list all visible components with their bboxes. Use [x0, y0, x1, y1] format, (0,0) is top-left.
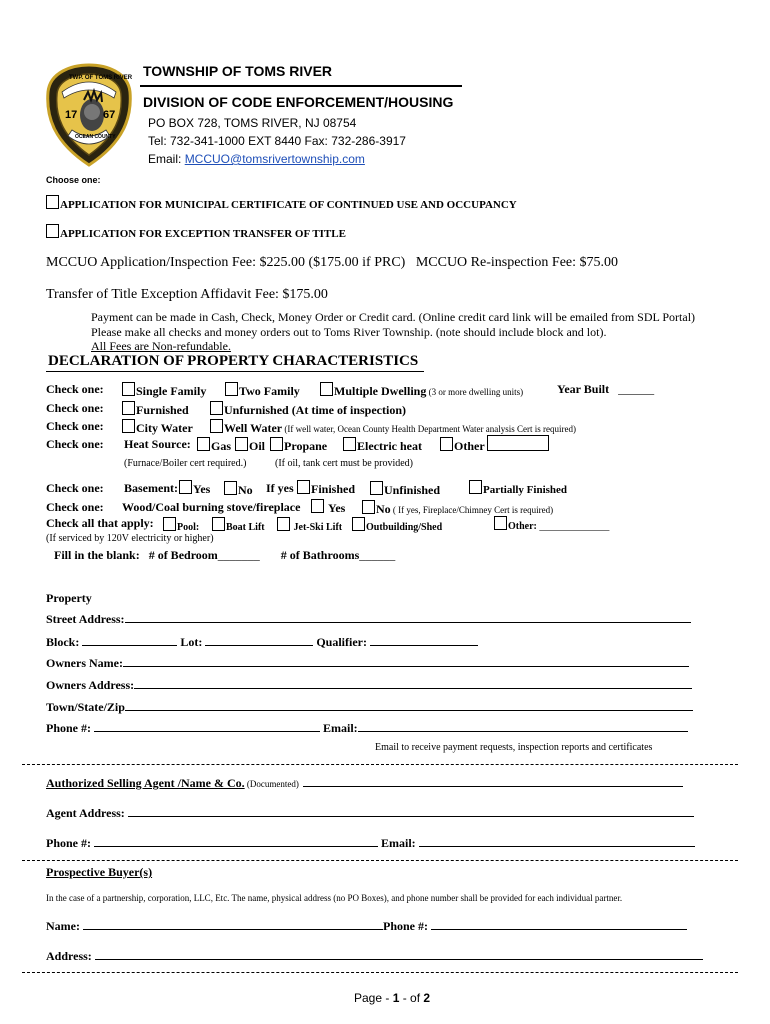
- seal-text-top: TWP. OF TOMS RIVER: [69, 75, 133, 81]
- basement-label: Basement:: [124, 481, 178, 495]
- boat-lift-label: Boat Lift: [226, 522, 265, 533]
- choose-option-certificate[interactable]: [46, 195, 517, 211]
- block-label: Block:: [46, 635, 80, 649]
- qualifier-line[interactable]: [370, 635, 478, 646]
- lot-line[interactable]: [205, 635, 313, 646]
- buyer-heading: Prospective Buyer(s): [46, 865, 153, 879]
- page-pre: Page -: [354, 991, 393, 1005]
- header-title-2: DIVISION OF CODE ENFORCEMENT/HOUSING: [143, 94, 454, 110]
- checkbox-two-family[interactable]: [225, 382, 238, 396]
- checkbox-other-heat[interactable]: [440, 437, 453, 451]
- owners-name-label: Owners Name:: [46, 656, 123, 670]
- checkbox-other-amenity[interactable]: [494, 516, 507, 530]
- street-address-label: Street Address:: [46, 612, 125, 626]
- fill-blank-row: [54, 548, 395, 563]
- buyer-address-field[interactable]: [46, 949, 703, 964]
- owner-email-label: Email:: [323, 721, 358, 735]
- row2-label: Check one:: [46, 401, 104, 415]
- checkbox-propane[interactable]: [270, 437, 283, 451]
- agent-heading-note: (Documented): [244, 779, 299, 789]
- two-family-label: Two Family: [239, 384, 300, 398]
- page-current: 1: [392, 991, 400, 1005]
- row3-label: Check one:: [46, 419, 104, 433]
- fees-line-1: MCCUO Application/Inspection Fee: $225.00 ($175.00 if PRC) MCCUO Re-inspection Fee: $75.00: [46, 255, 619, 270]
- divider-2: [22, 860, 738, 861]
- checkbox-finished[interactable]: [297, 480, 310, 494]
- street-address-field[interactable]: [46, 612, 691, 627]
- owners-name-field[interactable]: [46, 656, 689, 671]
- checkbox-single-family[interactable]: [122, 382, 135, 396]
- option-gas[interactable]: [197, 437, 231, 454]
- other-heat-input[interactable]: [487, 435, 549, 451]
- agent-heading: Authorized Selling Agent /Name & Co.: [46, 776, 245, 790]
- bedroom-blank[interactable]: _______: [217, 548, 260, 562]
- agent-email-line[interactable]: [419, 836, 695, 847]
- basement-no-label: No: [238, 483, 253, 497]
- owner-phone-email-row: [46, 721, 688, 736]
- checkbox-unfinished[interactable]: [370, 481, 383, 495]
- payment-line-1: Payment can be made in Cash, Check, Money Order or Credit card. (Online credit card link will be emailed from SDL Portal): [91, 310, 696, 324]
- bedroom-label: # of Bedroom: [148, 548, 218, 562]
- row6-label: Check one:: [46, 500, 104, 514]
- owners-address-label: Owners Address:: [46, 678, 135, 692]
- declaration-title: DECLARATION OF PROPERTY CHARACTERISTICS: [48, 353, 419, 369]
- header-email-row: [148, 152, 365, 166]
- row1-label: Check one:: [46, 382, 104, 396]
- option-exception-label: APPLICATION FOR EXCEPTION TRANSFER OF TITLE: [60, 228, 346, 240]
- check-all-label: Check all that apply:: [46, 516, 154, 530]
- other-amenity-blank[interactable]: ______________: [539, 521, 610, 532]
- lot-label: Lot:: [180, 635, 203, 649]
- stove-yes-label: Yes: [328, 501, 346, 515]
- partially-finished-label: Partially Finished: [483, 484, 568, 496]
- checkbox-gas[interactable]: [197, 437, 210, 451]
- option-basement-no[interactable]: [224, 481, 253, 498]
- checkbox-partially-finished[interactable]: [469, 480, 482, 494]
- option-single-family[interactable]: [122, 382, 206, 399]
- heat-source-label: Heat Source:: [124, 437, 191, 451]
- row4-label: Check one:: [46, 437, 104, 451]
- well-water-label: Well Water: [224, 421, 283, 435]
- option-outbuilding[interactable]: [352, 517, 442, 533]
- street-address-line[interactable]: [125, 612, 691, 623]
- owner-phone-line[interactable]: [94, 721, 320, 732]
- agent-address-label: Agent Address:: [46, 806, 125, 820]
- checkbox-pool[interactable]: [163, 517, 176, 531]
- buyer-name-label: Name:: [46, 919, 80, 933]
- option-propane[interactable]: [270, 437, 327, 454]
- divider-3: [22, 972, 738, 973]
- stove-no-label: No: [376, 502, 391, 516]
- agent-phone-email-row: [46, 836, 695, 851]
- option-certificate-label: APPLICATION FOR MUNICIPAL CERTIFICATE OF CONTINUED USE AND OCCUPANCY: [60, 199, 517, 211]
- divider-1: [22, 764, 738, 765]
- option-other-amenity[interactable]: [494, 516, 609, 532]
- buyer-name-phone-row: [46, 919, 687, 934]
- multiple-dwelling-note: (3 or more dwelling units): [426, 387, 524, 397]
- header-address: PO BOX 728, TOMS RIVER, NJ 08754: [148, 116, 357, 130]
- buyer-note: In the case of a partnership, corporation, LLC, Etc. The name, physical address (no PO Boxes), and phone number shall be provided for each individual partner.: [46, 893, 623, 903]
- agent-phone-label: Phone #:: [46, 836, 91, 850]
- other-heat-label: Other: [454, 439, 485, 453]
- header-email-link[interactable]: MCCUO@tomsrivertownship.com: [184, 152, 365, 166]
- buyer-address-line[interactable]: [95, 949, 703, 960]
- header-phone: Tel: 732-341-1000 EXT 8440 Fax: 732-286-3917: [148, 134, 406, 148]
- header-rule: [140, 85, 462, 87]
- buyer-name-line[interactable]: [83, 919, 383, 930]
- option-multiple-dwelling[interactable]: [320, 382, 523, 399]
- checkbox-multiple-dwelling[interactable]: [320, 382, 333, 396]
- checkbox-oil[interactable]: [235, 437, 248, 451]
- year-built-field[interactable]: [557, 382, 654, 397]
- stove-label: Wood/Coal burning stove/fireplace: [122, 500, 301, 514]
- buyer-phone-label: Phone #:: [382, 919, 428, 933]
- option-unfinished[interactable]: [370, 481, 440, 498]
- block-lot-row: [46, 635, 478, 650]
- email-note: Email to receive payment requests, inspection reports and certificates: [375, 742, 653, 753]
- checkbox-basement-no[interactable]: [224, 481, 237, 495]
- town-field[interactable]: [46, 700, 693, 715]
- single-family-label: Single Family: [136, 384, 207, 398]
- option-furnished[interactable]: [122, 401, 189, 418]
- town-line[interactable]: [125, 700, 693, 711]
- basement-yes-label: Yes: [193, 482, 211, 496]
- page-number: [354, 991, 430, 1005]
- fees-line-2: Transfer of Title Exception Affidavit Fee: $175.00: [46, 287, 328, 302]
- buyer-phone-line[interactable]: [431, 919, 687, 930]
- pool-label: Pool:: [177, 522, 200, 533]
- stove-note: ( If yes, Fireplace/Chimney Cert is required): [390, 505, 554, 515]
- checkbox-stove-no[interactable]: [362, 500, 375, 514]
- well-water-note: (If well water, Ocean County Health Department Water analysis Cert is required): [282, 424, 577, 434]
- option-oil[interactable]: [235, 437, 265, 454]
- year-built-label: Year Built: [557, 382, 610, 396]
- agent-address-line[interactable]: [128, 806, 694, 817]
- checkbox-furnished[interactable]: [122, 401, 135, 415]
- furnace-note: (Furnace/Boiler cert required.): [124, 458, 247, 469]
- checkbox-outbuilding[interactable]: [352, 517, 365, 531]
- option-stove-yes[interactable]: [311, 499, 345, 516]
- payment-line-2: Please make all checks and money orders out to Toms River Township. (note should include block and lot).: [91, 325, 607, 339]
- buyer-address-label: Address:: [46, 949, 92, 963]
- agent-name-line[interactable]: [303, 776, 683, 787]
- multiple-dwelling-label: Multiple Dwelling: [334, 384, 427, 398]
- owners-address-field[interactable]: [46, 678, 692, 693]
- page-total: 2: [423, 991, 431, 1005]
- checkbox-unfurnished[interactable]: [210, 401, 223, 415]
- agent-email-label: Email:: [381, 836, 416, 850]
- jet-ski-lift-label: Jet-Ski Lift: [293, 522, 343, 533]
- option-stove-no[interactable]: [362, 500, 553, 517]
- agent-heading-row: [46, 776, 683, 791]
- payment-line-3: All Fees are Non-refundable.: [91, 339, 231, 353]
- agent-phone-line[interactable]: [94, 836, 378, 847]
- option-other-heat[interactable]: [440, 437, 485, 454]
- checkbox-well-water[interactable]: [210, 419, 223, 433]
- row5-label: Check one:: [46, 481, 104, 495]
- option-pool[interactable]: [163, 517, 199, 533]
- seal-year-left: 17: [65, 109, 78, 121]
- owner-phone-label: Phone #:: [46, 721, 91, 735]
- header-email-label: Email:: [148, 152, 185, 166]
- seal-text-bottom: OCEAN COUNTY: [75, 134, 116, 140]
- checkbox-certificate[interactable]: [46, 195, 59, 209]
- checkbox-jet-ski-lift[interactable]: [277, 517, 290, 531]
- qualifier-label: Qualifier:: [316, 635, 367, 649]
- other-amenity-label: Other:: [508, 521, 540, 532]
- option-boat-lift[interactable]: [212, 517, 265, 533]
- electric-heat-label: Electric heat: [357, 439, 422, 453]
- checkbox-basement-yes[interactable]: [179, 480, 192, 494]
- oil-label: Oil: [249, 439, 266, 453]
- block-line[interactable]: [82, 635, 177, 646]
- option-basement-yes[interactable]: [179, 480, 210, 497]
- checkbox-electric-heat[interactable]: [343, 437, 356, 451]
- checkbox-exception[interactable]: [46, 224, 59, 238]
- header-title-1: TOWNSHIP OF TOMS RIVER: [143, 63, 333, 79]
- owner-email-line[interactable]: [358, 721, 688, 732]
- finished-label: Finished: [311, 482, 356, 496]
- option-finished[interactable]: [297, 480, 355, 497]
- option-two-family[interactable]: [225, 382, 300, 399]
- town-label: Town/State/Zip: [46, 700, 125, 714]
- page-mid: - of: [399, 991, 424, 1005]
- option-well-water[interactable]: [210, 419, 576, 436]
- outbuilding-label: Outbuilding/Shed: [366, 522, 443, 533]
- gas-label: Gas: [211, 439, 232, 453]
- year-built-blank[interactable]: ______: [618, 382, 655, 396]
- declaration-rule: [46, 371, 424, 372]
- propane-label: Propane: [284, 439, 328, 453]
- fill-blank-label: Fill in the blank:: [54, 548, 140, 562]
- option-unfurnished[interactable]: [210, 401, 406, 418]
- oil-tank-note: (If oil, tank cert must be provided): [275, 458, 414, 469]
- option-city-water[interactable]: [122, 419, 193, 436]
- bathroom-blank[interactable]: ______: [359, 548, 396, 562]
- option-electric-heat[interactable]: [343, 437, 422, 454]
- checkbox-city-water[interactable]: [122, 419, 135, 433]
- unfinished-label: Unfinished: [384, 483, 441, 497]
- choose-one-label: Choose one:: [46, 175, 101, 185]
- option-partially-finished[interactable]: [469, 480, 567, 496]
- electricity-note: (If serviced by 120V electricity or higher): [46, 533, 214, 544]
- seal-year-right: 67: [103, 109, 116, 121]
- bathroom-label: # of Bathrooms: [280, 548, 360, 562]
- unfurnished-label: Unfurnished (At time of inspection): [224, 403, 406, 417]
- agent-address-field[interactable]: [46, 806, 694, 821]
- furnished-label: Furnished: [136, 403, 189, 417]
- choose-option-exception[interactable]: [46, 224, 346, 240]
- if-yes-label: If yes: [266, 481, 294, 495]
- township-seal: [44, 62, 134, 168]
- owners-address-line[interactable]: [134, 678, 692, 689]
- city-water-label: City Water: [136, 421, 193, 435]
- property-heading: Property: [46, 591, 92, 605]
- checkbox-boat-lift[interactable]: [212, 517, 225, 531]
- checkbox-stove-yes[interactable]: [311, 499, 324, 513]
- owners-name-line[interactable]: [123, 656, 689, 667]
- option-jet-ski-lift[interactable]: [277, 517, 342, 533]
